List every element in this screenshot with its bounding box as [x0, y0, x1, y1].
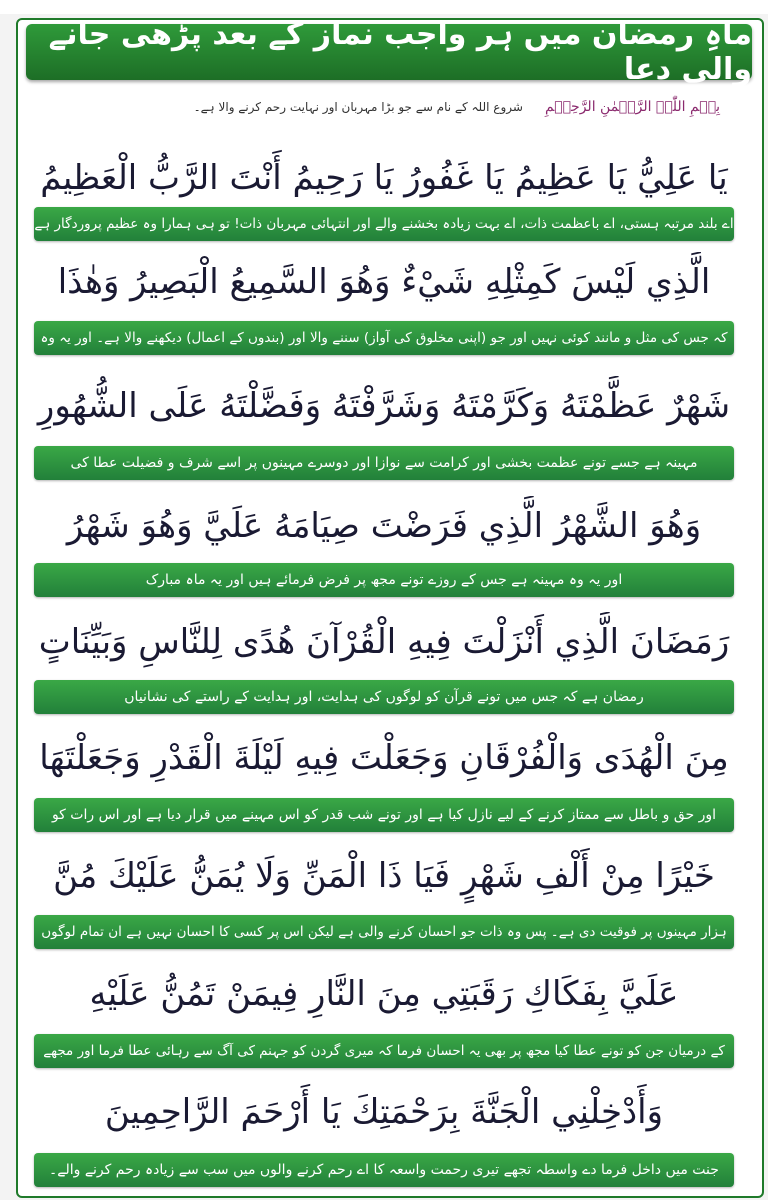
verse-translation-6: اور حق و باطل سے ممتاز کرنے کے لیے نازل کیا ہے اور تونے شب قدر کو اس مہینے میں قرار دیا ہے اور اس رات کو: [34, 798, 734, 832]
verse-arabic-8: عَلَيَّ بِفَكَاكِ رَقَبَتِي مِنَ النَّارِ فِيمَنْ تَمُنُّ عَلَيْهِ: [89, 974, 679, 1014]
verse-translation-4: اور یہ وہ مہینہ ہے جس کے روزے تونے مجھ پر فرض فرمائے ہیں اور یہ ماہ مبارک: [34, 563, 734, 597]
verse-arabic-9: وَأَدْخِلْنِي الْجَنَّةَ بِرَحْمَتِكَ يَا أَرْحَمَ الرَّاحِمِينَ: [104, 1092, 664, 1132]
verse-arabic-1: يَا عَلِيُّ يَا عَظِيمُ يَا غَفُورُ يَا رَحِيمُ أَنْتَ الرَّبُّ الْعَظِيمُ: [40, 158, 728, 198]
verse-arabic-5: رَمَضَانَ الَّذِي أَنْزَلْتَ فِيهِ الْقُرْآنَ هُدًى لِلنَّاسِ وَبَيِّنَاتٍ: [38, 622, 730, 662]
verse-arabic-6: مِنَ الْهُدَى وَالْفُرْقَانِ وَجَعَلْتَ فِيهِ لَيْلَةَ الْقَدْرِ وَجَعَلْتَهَا: [39, 738, 729, 778]
basmala-translation: شروع اللہ کے نام سے جو بڑا مہربان اور نہایت رحم کرنے والا ہے۔: [193, 100, 523, 114]
verse-arabic-3: شَهْرٌ عَظَّمْتَهُ وَكَرَّمْتَهُ وَشَرَّفْتَهُ وَفَضَّلْتَهُ عَلَى الشُّهُورِ: [37, 386, 731, 426]
verse-translation-1: اے بلند مرتبہ ہستی، اے باعظمت ذات، اے بہت زیادہ بخشنے والے اور انتہائی مہربان ذات! تو ہی ہمارا وہ عظیم پروردگار ہے: [34, 207, 734, 241]
verse-translation-2: کہ جس کی مثل و مانند کوئی نہیں اور جو (اپنی مخلوق کی آواز) سننے والا اور (بندوں کے اعمال) دیکھنے والا ہے۔ اور یہ وہ: [34, 321, 734, 355]
top-strip: [0, 0, 768, 14]
page-title: ماہِ رمضان میں ہر واجب نماز کے بعد پڑھی جانے والی دعا: [26, 24, 752, 80]
verse-translation-3: مہینہ ہے جسے تونے عظمت بخشی اور کرامت سے نوازا اور دوسرے مہینوں پر اسے شرف و فضیلت عطا کی: [34, 446, 734, 480]
verse-arabic-2: الَّذِي لَيْسَ كَمِثْلِهِ شَيْءٌ وَهُوَ السَّمِيعُ الْبَصِيرُ وَهٰذَا: [57, 262, 711, 302]
verse-translation-8: کے درمیان جن کو تونے عطا کیا مجھ پر بھی یہ احسان فرما کہ میری گردن کو جہنم کی آگ سے رہائی عطا فرما اور مجھے: [34, 1034, 734, 1068]
basmala: بِسۡمِ اللّٰہِ الرَّحۡمٰنِ الرَّحِیۡمِ: [544, 99, 720, 115]
verse-translation-9: جنت میں داخل فرما دے واسطہ تجھے تیری رحمت واسعہ کا اے رحم کرنے والوں میں سب سے زیادہ رحم کرنے والے۔: [34, 1153, 734, 1187]
verse-arabic-7: خَيْرًا مِنْ أَلْفِ شَهْرٍ فَيَا ذَا الْمَنِّ وَلَا يُمَنُّ عَلَيْكَ مُنَّ: [53, 856, 715, 896]
verse-translation-5: رمضان ہے کہ جس میں تونے قرآن کو لوگوں کی ہدایت، اور ہدایت کے راستے کی نشانیاں: [34, 680, 734, 714]
basmala-row: [90, 90, 720, 124]
verse-arabic-4: وَهُوَ الشَّهْرُ الَّذِي فَرَضْتَ صِيَامَهُ عَلَيَّ وَهُوَ شَهْرُ: [66, 506, 702, 546]
verse-translation-7: ہزار مہینوں پر فوقیت دی ہے۔ پس وہ ذات جو احسان کرنے والی ہے لیکن اس پر کسی کا احسان نہیں ہے ان تمام لوگوں: [34, 915, 734, 949]
